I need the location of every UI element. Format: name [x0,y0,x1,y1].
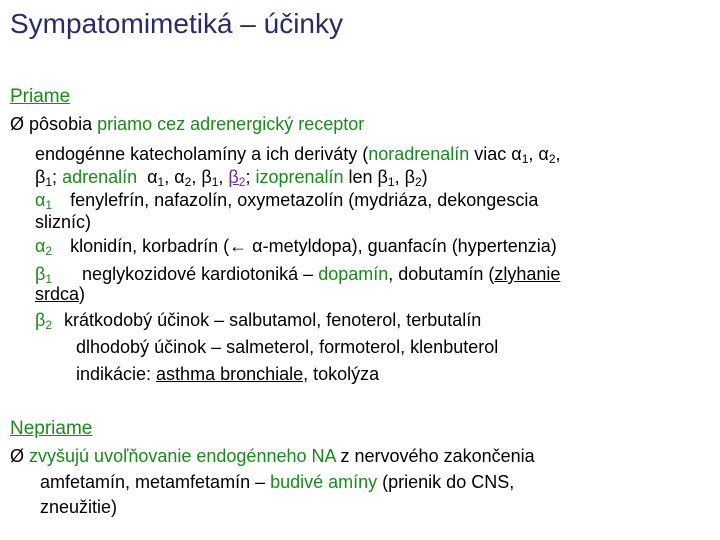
nepriame-bullet-1: Ø zvyšujú uvoľňovanie endogénneho NA z nervového zakončenia [10,446,535,466]
bullet-arrow-icon: Ø [10,114,25,134]
priame-bullet-1: Ø pôsobia priamo cez adrenergický receptor [10,114,365,134]
bullet-arrow-icon: Ø [10,446,25,466]
nepriame-line-2: amfetamín, metamfetamín – budivé amíny (prienik do CNS, [40,472,515,492]
section-heading-nepriame: Nepriame [10,418,93,439]
priame-line-8: srdca) [35,284,86,304]
priame-line-5: slizníc) [35,212,92,232]
priame-line-beta2: $\beta_2$ krátkodobý účinok – salbutamol, fenoterol, terbutalín [35,310,482,332]
page-title: Sympatomimetiká – účinky [10,8,344,39]
priame-line-3: $\beta_1$; adrenalín $\alpha_1$, $\alpha_2$, $\beta_1$, $\beta_2$; izoprenalín len $\beta_1$, $\beta_2$) [35,167,428,189]
section-heading-priame: Priame [10,86,71,107]
priame-line-alpha1: $\alpha_1$ fenylefrín, nafazolín, oxymetazolín (mydriáza, dekongescia [35,190,539,212]
priame-line-beta1: $\beta_1$ neglykozidové kardiotoniká – dopamín, dobutamín (zlyhanie [35,264,561,286]
priame-line-2: endogénne katecholamíny a ich deriváty (noradrenalín viac $\alpha_1$, $\alpha_2$, [35,144,561,166]
priame-line-alpha2: $\alpha_2$ klonidín, korbadrín (← α-metyldopa), guanfacín (hypertenzia) [35,236,557,258]
priame-line-11: indikácie: asthma bronchiale, tokolýza [76,364,380,384]
nepriame-line-3: zneužitie) [40,497,118,517]
priame-line-10: dlhodobý účinok – salmeterol, formoterol, klenbuterol [76,337,499,357]
